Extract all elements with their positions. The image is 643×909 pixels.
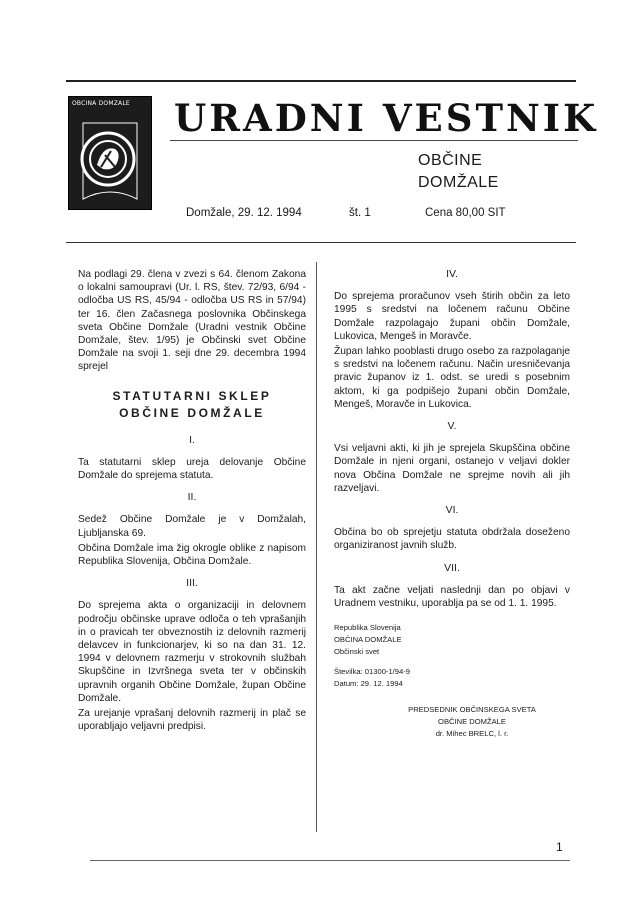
document-date: Datum: 29. 12. 1994 [334,679,403,689]
masthead-bottom-rule [66,242,576,243]
section-text: Za urejanje vprašanj delovnih razmerij in plač se uporabljajo veljavni predpisi. [78,708,306,733]
section-text: Ta statutarni sklep ureja delovanje Občine Domžale do sprejema statuta. [78,456,306,482]
section-text: Občina Domžale ima žig okrogle oblike z napisom Republika Slovenija, Občina Domžale. [78,542,306,568]
heading-line: OBČINE DOMŽALE [119,405,265,420]
top-rule [66,80,576,82]
title-rule [170,140,578,141]
bottom-rule [90,860,570,861]
emblem-icon [75,115,145,203]
signatory-block [374,704,570,740]
preamble: Na podlagi 29. člena v zvezi s 64. členom Zakona o lokalni samoupravi (Ur. l. RS, štev. 72/93, 6/94 - odločba US RS, 45/94 - odločba US RS in 57/94) ter 16. člen Začasnega poslovnika Občinskega sveta Občine Domžale (Uradni vestnik Občine Domžale, štev. 1/95) je Občinski svet Občine Domžale na svoji 1. seji dne 29. decembra 1994 sprejel [78,269,306,373]
document-number: Številka: 01300-1/94-9 [334,667,410,677]
heading-line: STATUTARNI SKLEP [112,388,272,403]
authority-line: Občinski svet [334,647,380,657]
section-text: Do sprejema proračunov vseh štirih občin za leto 1995 s sredstvi na ločenem računu Občine Domžale razpolagajo župani občin Domžale, Lukovica, Mengeš in Moravče. [334,291,570,342]
masthead-title: URADNI VESTNIK [174,96,599,140]
price: Cena 80,00 SIT [425,207,506,219]
logo-caption: OBČINA DOMŽALE [72,100,130,107]
municipality-logo [68,96,152,210]
masthead-subtitle [418,150,499,194]
section-text: Vsi veljavni akti, ki jih je sprejela Skupščina občine Domžale in njeni organi, ostanejo v veljavi dokler nova Občina Domžale ne sprejme novih ali jih razveljavi. [334,443,570,494]
subtitle-line: DOMŽALE [418,174,499,191]
section-number: VI. [445,504,459,517]
section-number: VII. [444,561,460,574]
section-number: III. [186,577,198,590]
issue-number: št. 1 [349,207,371,219]
section-text: Ta akt začne veljati naslednji dan po objavi v Uradnem vestniku, uporablja pa se od 1. 1. 1995. [334,584,570,610]
place-date: Domžale, 29. 12. 1994 [186,207,302,219]
signatory-line: OBČINE DOMŽALE [438,717,506,727]
authority-line: Republika Slovenija [334,623,401,633]
signatory-line: dr. Mihec BRELC, l. r. [435,729,509,739]
left-column [78,268,306,739]
section-text: Sedež Občine Domžale je v Domžalah, Ljubljanska 69. [78,514,306,539]
section-number: I. [189,433,195,446]
section-text: Občina bo ob sprejetju statuta obdržala doseženo organiziranost javnih služb. [334,527,570,552]
section-text: Do sprejema akta o organizaciji in delovnem področju občinske uprave odloča o teh vprašanjih in o pravicah ter obveznostih iz delovnih razmerij delavcev in funkcionarjev, ki so na dan 31. 12. 1994 v delovnem razmerju v strokovnih službah Skupščine in Izvršnega sveta ter v občinskih upravnih organih Občine Domžale, župan Občine Domžale. [78,600,306,704]
column-divider [316,262,317,832]
section-number: II. [187,491,197,504]
section-text: Župan lahko pooblasti drugo osebo za razpolaganje s sredstvi na ločenem računu. Način uresničevanja pravic županov iz 1. odst. se uredi s posebnim aktom, ki ga podpišejo župani občin Domžale, Mengeš, Moravče in Lukovica. [334,346,570,410]
section-number: IV. [446,268,458,280]
page-number: 1 [556,840,563,854]
subtitle-line: OBČINE [418,152,483,169]
issuing-authority [334,622,570,690]
right-column [334,268,570,740]
authority-line: OBČINA DOMŽALE [334,635,402,645]
document-heading [78,388,306,422]
signatory-line: PREDSEDNIK OBČINSKEGA SVETA [408,705,536,715]
section-number: V. [447,420,457,433]
